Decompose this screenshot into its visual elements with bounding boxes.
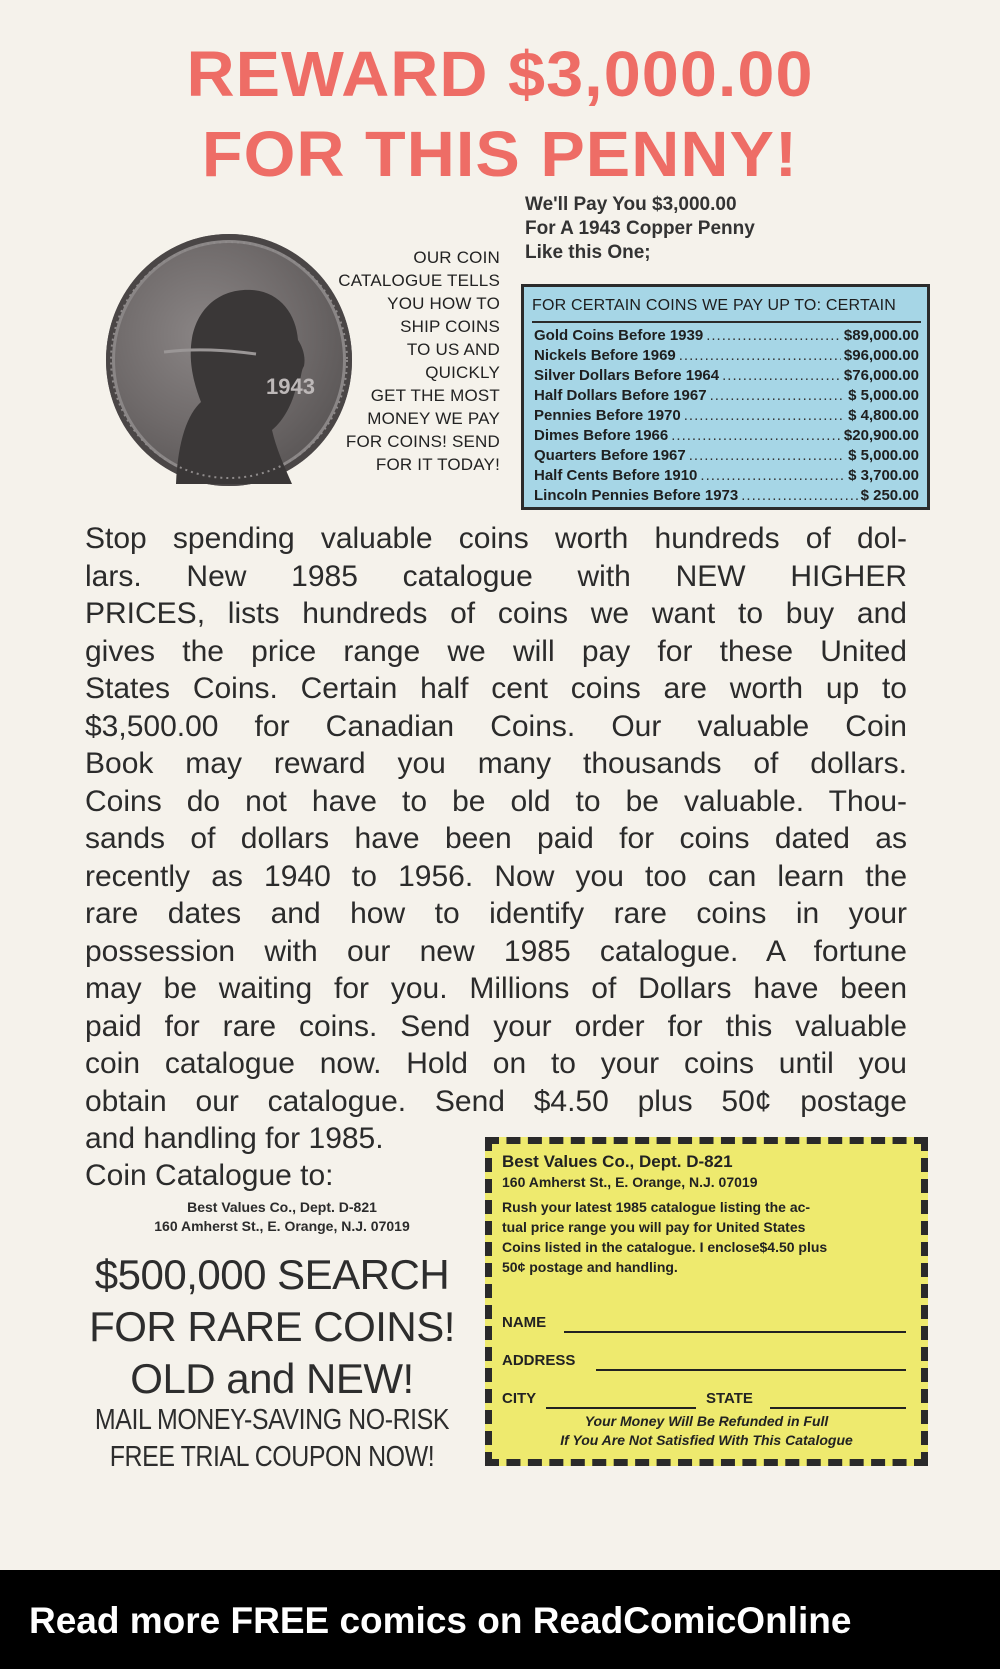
coupon-text-line: Coins listed in the catalogue. I enclose$4.50 plus: [502, 1239, 828, 1255]
side-note-line: FOR COINS! SEND: [345, 432, 500, 451]
coin-date: 1943: [266, 374, 315, 399]
side-note-line: TO US AND: [406, 340, 500, 359]
mail-line: FREE TRIAL COUPON NOW!: [109, 1441, 435, 1473]
coupon-title: Best Values Co., Dept. D-821: [502, 1152, 733, 1171]
headline-reward: REWARD $3,000.00: [186, 38, 814, 110]
side-note-line: FOR IT TODAY!: [375, 455, 500, 474]
side-note-line: YOU HOW TO: [387, 294, 500, 313]
state-field[interactable]: [770, 1407, 906, 1409]
body-copy: [85, 520, 907, 1158]
side-note-line: CATALOGUE TELLS: [338, 271, 500, 290]
price-row: [534, 427, 919, 447]
intro-line: For A 1943 Copper Penny: [525, 218, 755, 239]
order-coupon[interactable]: [485, 1137, 928, 1466]
body-line: Stop spending valuable coins worth hundreds of dol-: [85, 522, 907, 555]
body-line: may be waiting for you. Millions of Dollars have been: [85, 972, 907, 1005]
name-label: NAME: [502, 1314, 547, 1331]
city-label: CITY: [502, 1390, 537, 1407]
price-row: [534, 467, 919, 487]
price-row-value: $ 5,000.00: [848, 387, 919, 404]
footer-link[interactable]: Read more FREE comics on ReadComicOnline: [29, 1600, 852, 1641]
intro-line: Like this One;: [525, 242, 651, 263]
address-line: Best Values Co., Dept. D-821: [187, 1199, 377, 1215]
refund-line: Your Money Will Be Refunded in Full: [584, 1413, 829, 1429]
search-line: FOR RARE COINS!: [89, 1303, 455, 1350]
address-line: 160 Amherst St., E. Orange, N.J. 07019: [154, 1218, 410, 1234]
penny-coin-image: [106, 234, 352, 486]
side-note-line: MONEY WE PAY: [367, 409, 500, 428]
price-row: [534, 447, 919, 467]
coupon-text-line: Rush your latest 1985 catalogue listing the ac-: [502, 1199, 811, 1215]
price-row: [534, 387, 919, 407]
body-line: $3,500.00 for Canadian Coins. Our valuable Coin: [85, 709, 907, 743]
price-row: [534, 407, 919, 427]
price-row-label: Nickels Before 1969: [534, 347, 676, 364]
price-row-value: $20,900.00: [843, 427, 919, 444]
body-line: lars. New 1985 catalogue with NEW HIGHER: [85, 559, 907, 593]
price-row-value: $ 3,700.00: [848, 467, 919, 484]
coupon-address: 160 Amherst St., E. Orange, N.J. 07019: [502, 1174, 758, 1190]
price-row-label: Silver Dollars Before 1964: [534, 367, 720, 384]
search-line: $500,000 SEARCH: [94, 1251, 450, 1298]
body-line: rare dates and how to identify rare coins in your: [85, 897, 907, 930]
price-row-value: $ 250.00: [860, 487, 919, 504]
state-label: STATE: [706, 1390, 753, 1407]
footer-banner: [0, 1570, 1000, 1669]
side-note-line: GET THE MOST: [370, 386, 500, 405]
price-row: [534, 327, 919, 347]
address-field[interactable]: [596, 1369, 906, 1371]
price-row-value: $76,000.00: [843, 367, 919, 384]
price-row-value: $96,000.00: [843, 347, 919, 364]
coin-catalogue-to: Coin Catalogue to:: [85, 1159, 334, 1192]
headline-penny: FOR THIS PENNY!: [201, 118, 799, 190]
price-row: [534, 347, 919, 367]
price-row-label: Gold Coins Before 1939: [534, 327, 704, 344]
price-table-divider: [532, 321, 921, 323]
price-row-label: Half Dollars Before 1967: [534, 387, 707, 404]
refund-line: If You Are Not Satisfied With This Catalogue: [560, 1432, 853, 1448]
coupon-text: [502, 1197, 914, 1277]
price-row: [534, 367, 919, 387]
mail-line: MAIL MONEY-SAVING NO-RISK: [94, 1404, 450, 1436]
name-field[interactable]: [564, 1331, 906, 1333]
body-line: sands of dollars have been paid for coins dated as: [85, 822, 907, 855]
catalogue-side-note: [332, 246, 500, 476]
coupon-text-line: tual price range you will pay for United States: [502, 1219, 806, 1235]
search-line: OLD and NEW!: [130, 1355, 414, 1402]
address-label: ADDRESS: [502, 1352, 576, 1369]
body-line: Book may reward you many thousands of dollars.: [85, 747, 907, 780]
price-row-value: $ 5,000.00: [848, 447, 919, 464]
price-row-value: $ 4,800.00: [848, 407, 919, 424]
side-note-line: QUICKLY: [425, 363, 500, 382]
body-line: PRICES, lists hundreds of coins we want to buy and: [85, 597, 907, 630]
price-row-label: Dimes Before 1966: [534, 427, 669, 444]
price-row-value: $89,000.00: [843, 327, 919, 344]
body-line: gives the price range we will pay for these United: [85, 634, 907, 668]
price-table: [521, 284, 930, 510]
lincoln-profile-icon: [106, 234, 352, 486]
mail-coupon-cta: [62, 1402, 482, 1476]
body-line: recently as 1940 to 1956. Now you too can learn the: [85, 859, 907, 893]
side-note-line: SHIP COINS: [400, 317, 500, 336]
body-line: and handling for 1985.: [85, 1122, 384, 1155]
city-field[interactable]: [546, 1407, 696, 1409]
mailing-address: [102, 1198, 462, 1236]
search-headline: [62, 1249, 482, 1405]
body-line: paid for rare coins. Send your order for this valuable: [85, 1009, 907, 1043]
body-line: possession with our new 1985 catalogue. A fortune: [85, 934, 907, 968]
intro-line: We'll Pay You $3,000.00: [525, 194, 737, 215]
price-row-label: Pennies Before 1970: [534, 407, 681, 424]
price-row-label: Quarters Before 1967: [534, 447, 686, 464]
body-line: Coins do not have to be old to be valuable. Thou-: [85, 784, 907, 818]
price-row: [534, 487, 919, 507]
price-table-header: FOR CERTAIN COINS WE PAY UP TO: CERTAIN: [532, 297, 897, 314]
body-line: coin catalogue now. Hold on to your coins until you: [85, 1047, 907, 1080]
refund-guarantee: [492, 1412, 921, 1450]
coupon-text-line: 50¢ postage and handling.: [502, 1259, 678, 1275]
side-note-line: OUR COIN: [413, 248, 500, 267]
body-line: obtain our catalogue. Send $4.50 plus 50¢ postage: [85, 1084, 907, 1118]
body-line: States Coins. Certain half cent coins are worth up to: [85, 672, 907, 705]
intro-text: [525, 193, 845, 265]
price-row-label: Lincoln Pennies Before 1973: [534, 487, 739, 504]
price-row-label: Half Cents Before 1910: [534, 467, 698, 484]
